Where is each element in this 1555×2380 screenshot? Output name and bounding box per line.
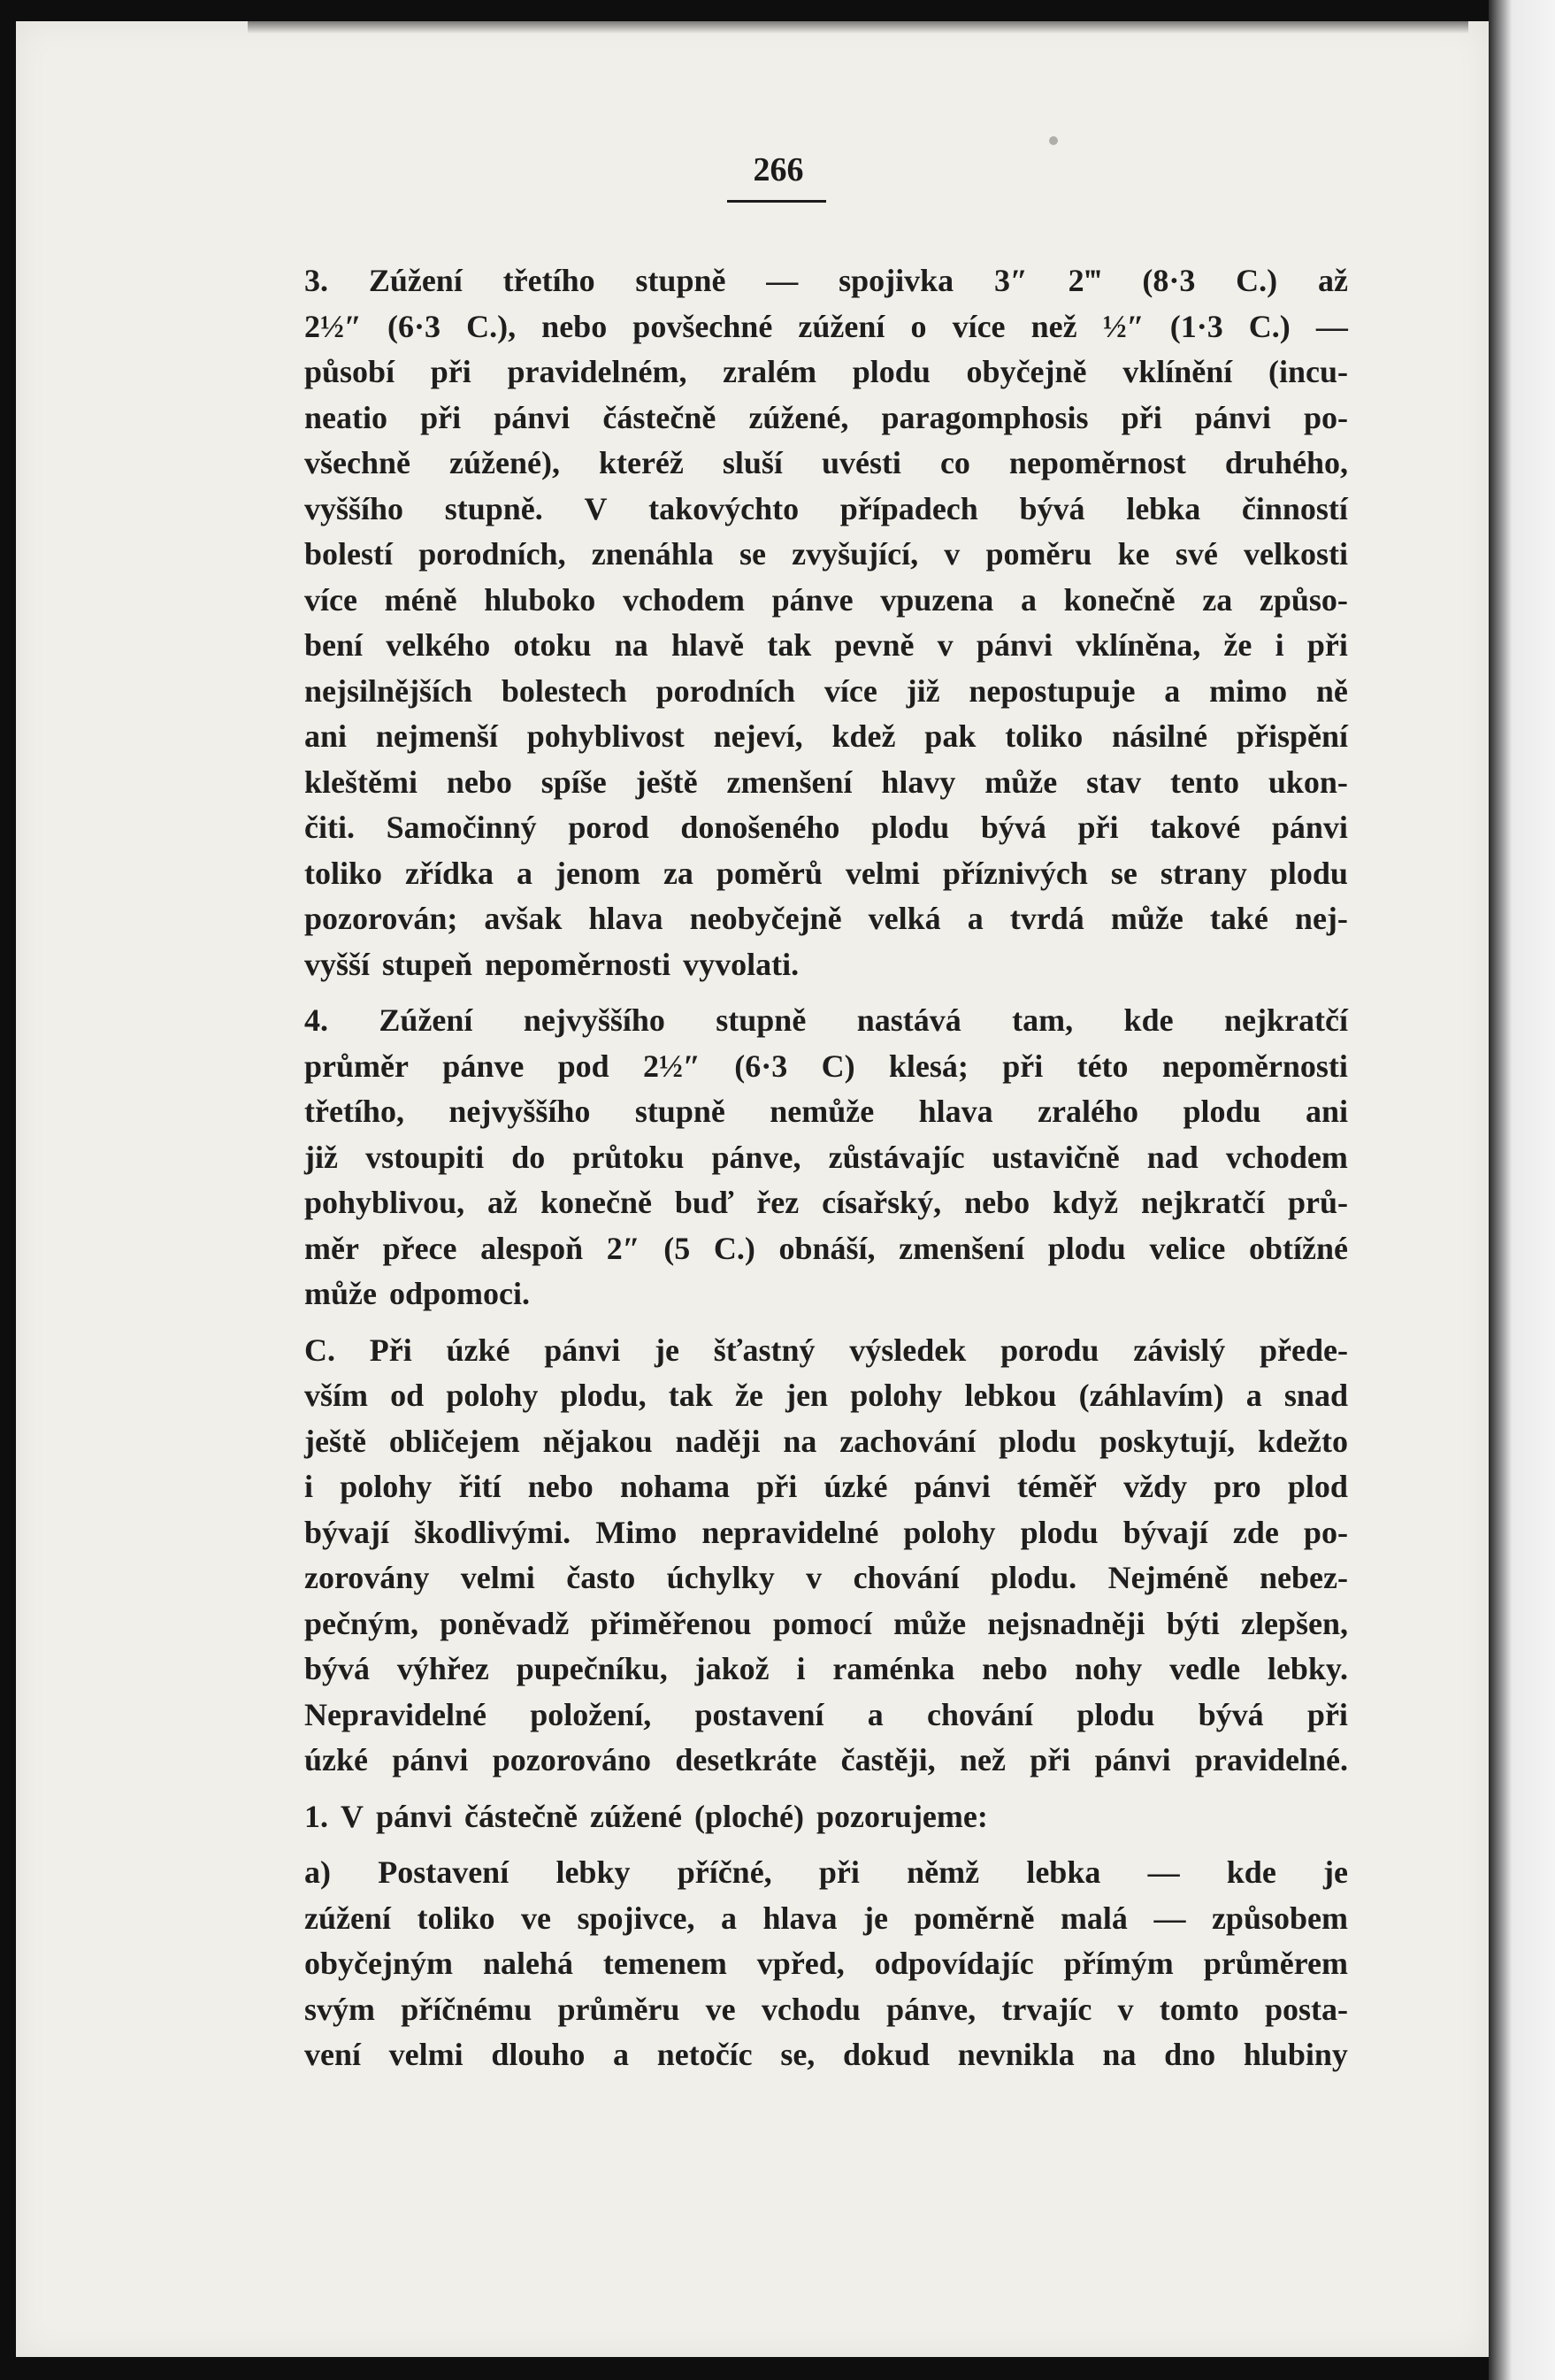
text-line: všechně zúžené), kteréž sluší uvésti co nepoměrnost druhého, <box>304 445 1348 480</box>
text-line: pohyblivou, až konečně buď řez císařský, nebo když nejkratčí prů- <box>304 1185 1348 1220</box>
text-line: může odpomoci. <box>304 1276 530 1311</box>
text-line: zorovány velmi často úchylky v chování plodu. Nejméně nebez- <box>304 1560 1348 1595</box>
text-line: třetího, nejvyššího stupně nemůže hlava zralého plodu ani <box>304 1094 1348 1129</box>
text-line: vyšší stupeň nepoměrnosti vyvolati. <box>304 946 800 982</box>
text-line: vším od polohy plodu, tak že jen polohy lebkou (záhlavím) a snad <box>304 1378 1348 1413</box>
text-line: toliko zřídka a jenom za poměrů velmi příznivých se strany plodu <box>304 855 1348 891</box>
text-line: bývá výhřez pupečníku, jakož i raménka nebo nohy vedle lebky. <box>304 1651 1348 1686</box>
text-line: úzké pánvi pozorováno desetkráte častěji, než při pánvi pravidelné. <box>304 1742 1348 1777</box>
text-line: bolestí porodních, znenáhla se zvyšující, v poměru ke své velkosti <box>304 536 1348 572</box>
paragraph-gap <box>304 987 1348 998</box>
text-line: vení velmi dlouho a netočíc se, dokud nevnikla na dno hlubiny <box>304 2037 1348 2072</box>
page-number: 266 <box>753 151 804 188</box>
text-line: ještě obličejem nějakou naději na zachování plodu poskytují, kdežto <box>304 1423 1348 1459</box>
text-line: vyššího stupně. V takovýchto případech bývá lebka činností <box>304 490 1348 526</box>
paragraph-gap <box>304 1317 1348 1328</box>
text-line: 2½″ (6·3 C.), nebo povšechné zúžení o více než ½″ (1·3 C.) — <box>304 308 1348 344</box>
text-line: kleštěmi nebo spíše ještě zmenšení hlavy může stav tento ukon- <box>304 764 1348 800</box>
paragraph-gap <box>304 1839 1348 1850</box>
body-text <box>304 258 1348 2078</box>
text-line: obyčejným nalehá temenem vpřed, odpovídajíc přímým průměrem <box>304 1946 1348 1981</box>
text-line: zúžení toliko ve spojivce, a hlava je poměrně malá — způsobem <box>304 1900 1348 1936</box>
scan-shadow <box>248 21 1468 34</box>
text-line: ani nejmenší pohyblivost nejeví, kdež pak toliko násilné přispění <box>304 718 1348 754</box>
text-line: 1. V pánvi částečně zúžené (ploché) pozorujeme: <box>304 1798 988 1834</box>
text-line: 3. Zúžení třetího stupně — spojivka 3″ 2‴ (8·3 C.) až <box>304 263 1348 298</box>
page-number-underline <box>727 200 826 203</box>
text-line: C. Při úzké pánvi je šťastný výsledek porodu závislý přede- <box>304 1332 1348 1368</box>
text-line: bení velkého otoku na hlavě tak pevně v pánvi vklíněna, že i při <box>304 627 1348 663</box>
text-line: více méně hluboko vchodem pánve vpuzena a konečně za způso- <box>304 581 1348 618</box>
text-line: pozorován; avšak hlava neobyčejně velká a tvrdá může také nej- <box>304 901 1348 936</box>
text-line: čiti. Samočinný porod donošeného plodu bývá při takové pánvi <box>304 810 1348 845</box>
text-line: 4. Zúžení nejvyššího stupně nastává tam, kde nejkratčí <box>304 1002 1348 1038</box>
text-line: již vstoupiti do průtoku pánve, zůstávajíc ustavičně nad vchodem <box>304 1139 1348 1175</box>
text-line: svým příčnému průměru ve vchodu pánve, trvajíc v tomto posta- <box>304 1991 1348 2027</box>
text-line: neatio při pánvi částečně zúžené, paragomphosis při pánvi po- <box>304 399 1348 435</box>
paragraph-gap <box>304 1784 1348 1794</box>
text-line: průměr pánve pod 2½″ (6·3 C) klesá; při této nepoměrnosti <box>304 1048 1348 1084</box>
text-line: bývají škodlivými. Mimo nepravidelné polohy plodu bývají zde po- <box>304 1514 1348 1550</box>
text-line: pečným, poněvadž přiměřenou pomocí může nejsnadněji býti zlepšen, <box>304 1605 1348 1641</box>
text-line: nejsilnějších bolestech porodních více již nepostupuje a mimo ně <box>304 672 1348 709</box>
paper-speck <box>1049 136 1058 145</box>
text-line: Nepravidelné položení, postavení a chování plodu bývá při <box>304 1696 1348 1732</box>
text-line: a) Postavení lebky příčné, při němž lebka — kde je <box>304 1854 1348 1890</box>
text-line: působí při pravidelném, zralém plodu obyčejně vklínění (incu- <box>304 354 1348 389</box>
page-edge <box>1489 0 1555 2380</box>
text-line: i polohy řití nebo nohama při úzké pánvi téměř vždy pro plod <box>304 1469 1348 1504</box>
text-line: měr přece alespoň 2″ (5 C.) obnáší, zmenšení plodu velice obtížné <box>304 1230 1348 1266</box>
